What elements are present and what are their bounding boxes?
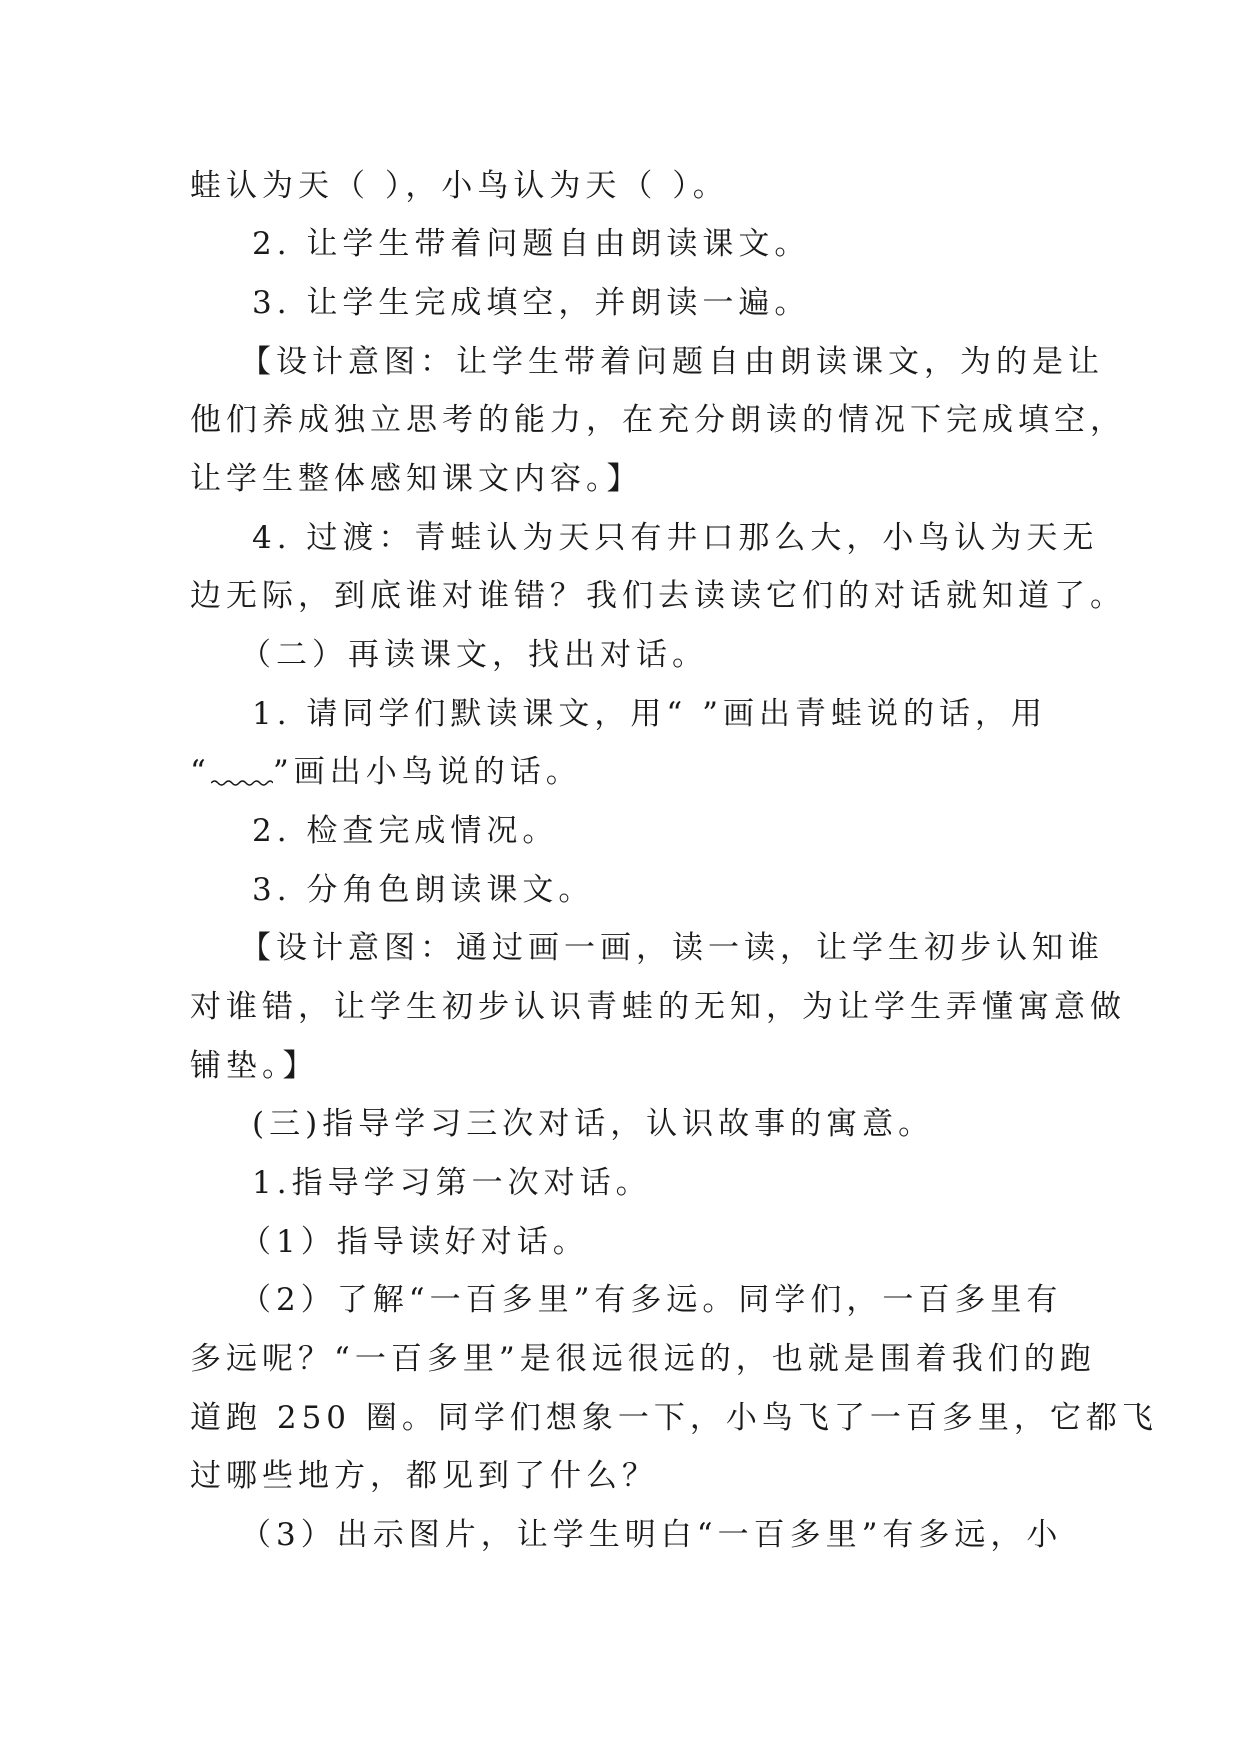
section-heading: （二）再读课文，找出对话。	[240, 637, 708, 673]
text-line: 他们养成独立思考的能力，在充分朗读的情况下完成填空，	[190, 402, 1126, 438]
text-line: 多远呢？“一百多里”是很远很远的，也就是围着我们的跑	[190, 1341, 1096, 1377]
text-line: 1. 请同学们默读课文，用“ ”画出青蛙说的话，用	[252, 696, 1047, 732]
text-line: 3. 让学生完成填空，并朗读一遍。	[252, 285, 811, 321]
text-line: 边无际，到底谁对谁错？我们去读读它们的对话就知道了。	[190, 578, 1126, 614]
text-line: （3）出示图片，让学生明白“一百多里”有多远，小	[240, 1517, 1063, 1553]
text-line: 对谁错，让学生初步认识青蛙的无知，为让学生弄懂寓意做	[190, 989, 1126, 1025]
wavy-underline-mark	[211, 762, 273, 782]
text-line: 铺垫。】	[190, 1048, 319, 1084]
text-line: 2. 让学生带着问题自由朗读课文。	[252, 226, 811, 262]
text-line: 【设计意图：让学生带着问题自由朗读课文，为的是让	[240, 344, 1104, 380]
text-line: 过哪些地方，都见到了什么？	[190, 1458, 658, 1494]
text-line: 2. 检查完成情况。	[252, 813, 559, 849]
text-line: 1.指导学习第一次对话。	[252, 1165, 652, 1201]
text-line: 4. 过渡：青蛙认为天只有井口那么大，小鸟认为天无	[252, 520, 1099, 556]
open-quote: “	[190, 754, 211, 790]
text-line: （1）指导读好对话。	[240, 1224, 589, 1260]
text-line: （2）了解“一百多里”有多远。同学们，一百多里有	[240, 1282, 1063, 1318]
text-line: 3. 分角色朗读课文。	[252, 872, 595, 908]
text-line	[190, 752, 1070, 792]
text-segment: ”画出小鸟说的话。	[272, 754, 582, 790]
text-line: 道跑 250 圈。同学们想象一下，小鸟飞了一百多里，它都飞	[190, 1400, 1158, 1436]
text-line: 【设计意图：通过画一画，读一读，让学生初步认知谁	[240, 930, 1104, 966]
text-line: 蛙认为天（ ），小鸟认为天（ ）。	[190, 168, 729, 204]
text-line: 让学生整体感知课文内容。】	[190, 461, 643, 497]
section-heading: (三)指导学习三次对话，认识故事的寓意。	[252, 1106, 935, 1142]
